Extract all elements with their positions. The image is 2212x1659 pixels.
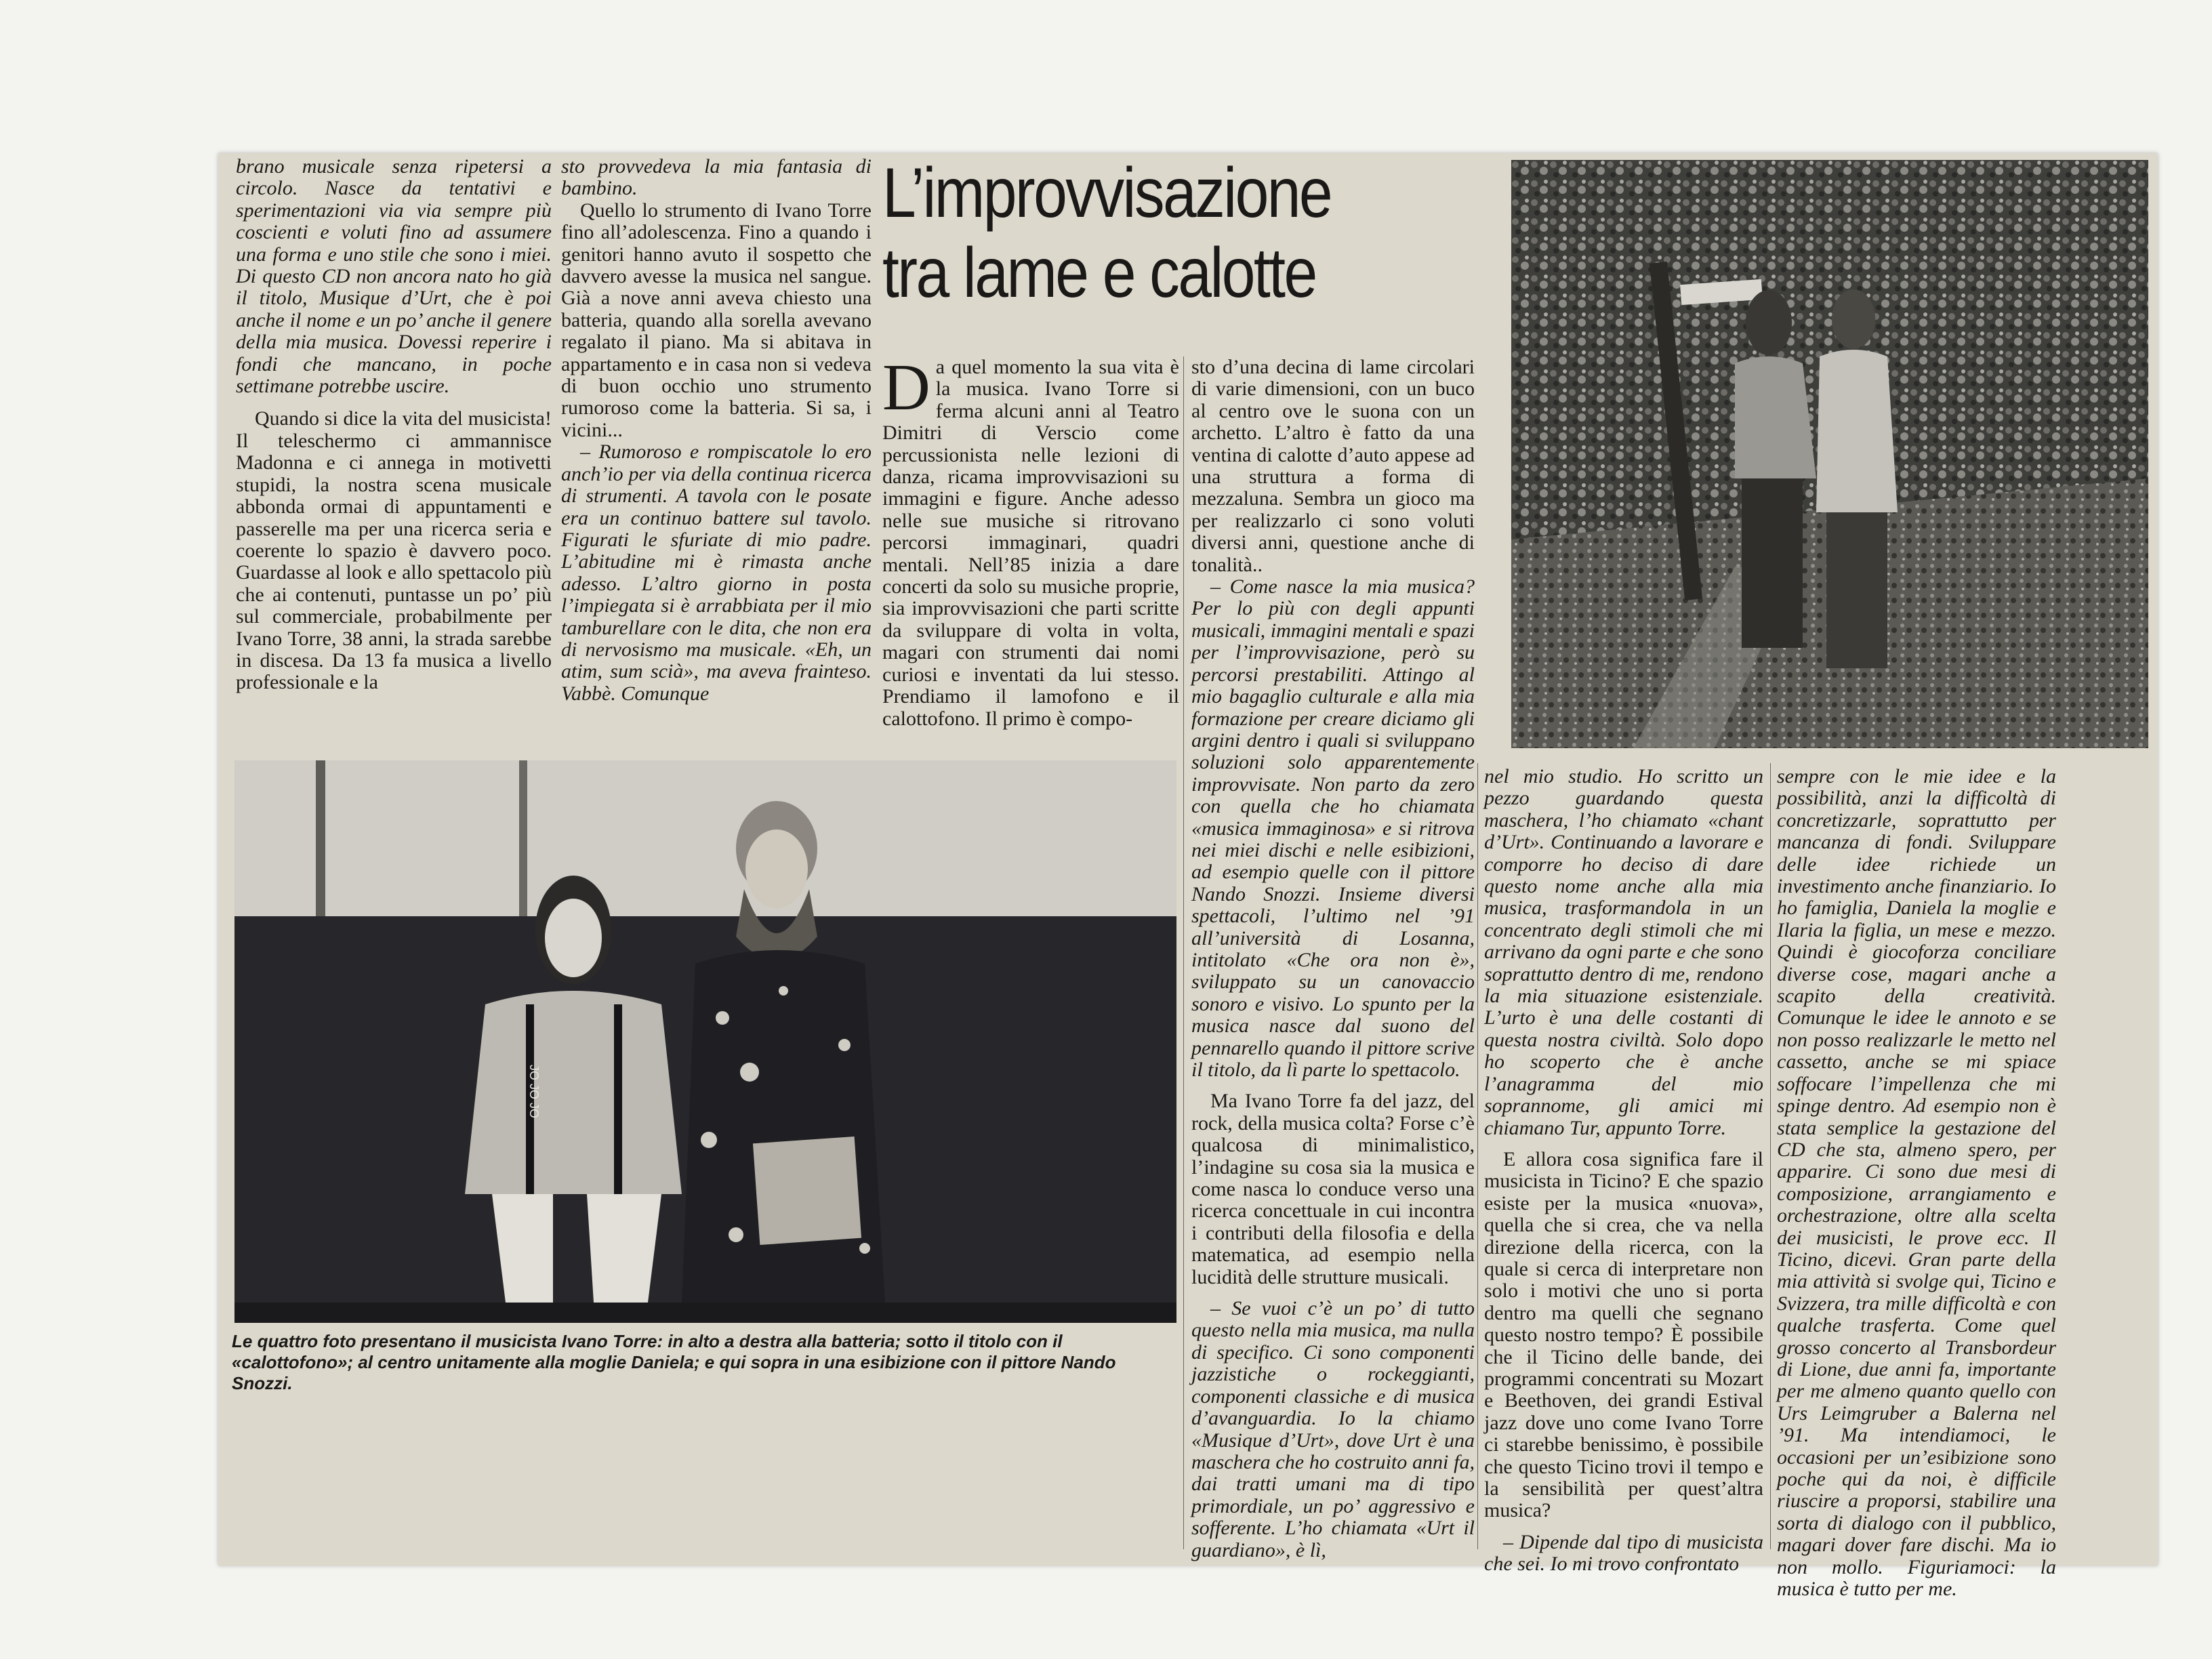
newspaper-clipping: [218, 153, 2158, 1601]
headline: [882, 153, 1401, 313]
paragraph: sempre con le mie idee e la possibilità, anzi la difficoltà di concretizzarle, soprattutto per mancanza di fondi. Sviluppare delle idee richiede un investimento anche finanziario. Io ho famiglia, Daniela la moglie e Ilaria la figlia, un mese e mezzo. Quindi è giocoforza conciliare diverse cose, magari anche a scapito della creatività. Comunque le idee le annoto e se non posso realizzarle le metto nel cassetto, anche se mi spiace soffocare l’impellenza che mi spinge dentro. Ad esempio non è stata semplice la gestazione del CD che sta, almeno spero, per apparire. Ci sono due mesi di composizione, arrangiamento e orchestrazione, oltre alla scelta dei musicisti, le prove ecc. Il Ticino, dicevi. Gran parte della mia attività si svolge qui, Ticino e Svizzera, tra mille difficoltà e con qualche trasferta. Come quel grosso concerto al Transbordeur di Lione, due anni fa, importante per me almeno quanto quello con Urs Leimgruber a Balerna nel ’91. Ma intendiamoci, le occasioni per un’esibizione sono poche qui da noi, è difficile riuscire a proporsi, stabilire una sorta di dialogo con il pubblico, magari dover fare dischi. Ma io non mollo. Figuriamoci: la musica è tutto per me.: [1777, 765, 2056, 1601]
article-column-5: [1484, 765, 1763, 1576]
article-column-2: [561, 156, 872, 745]
article-column-1: [236, 156, 552, 745]
paragraph: Quello lo strumento di Ivano Torre fino all’adolescenza. Fino a quando i genitori hanno avuto il sospetto che davvero avesse la musica nel sangue. Già a nove anni aveva chiesto una batteria, quando alla sorella avevano regalato il piano. Ma si abitava in appartamento e in casa non si vedeva di buon occhio uno strumento rumoroso come la batteria. Si sa, i vicini...: [561, 199, 872, 441]
paragraph: nel mio studio. Ho scritto un pezzo guardando questa maschera, l’ho chiamato «chant d’Urt». Continuando a lavorare e comporre ho deciso di dare questo nome anche alla mia musica, trasformandola in un concentrato degli stimoli che mi arrivano da ogni parte e che sono soprattutto dentro di me, rendono la mia situazione esistenziale. L’urto è una delle costanti di questa nostra civiltà. Solo dopo ho scoperto che è anche l’anagramma del mio soprannome, gli amici mi chiamano Tur, appunto Torre.: [1484, 765, 1763, 1139]
column-divider: [1183, 356, 1184, 1549]
paragraph: sto d’una decina di lame circolari di varie dimensioni, con un buco al centro ove le suona con un archetto. L’altro è fatto da una ventina di calotte d’auto appese ad una struttura a forma di mezzaluna. Sembra un gioco ma per realizzarlo ci sono voluti diversi anni, questione anche di tonalità..: [1191, 356, 1475, 576]
paragraph: E allora cosa significa fare il musicista in Ticino? E che spazio esiste per la musica «nuova», quella che si crea, che va nella direzione della ricerca, con la quale si cerca di interpretare non solo i motivi che uno si porta dentro ma quelli che segnano questo nostro tempo? È possibile che il Ticino delle bande, dei programmi concentrati su Mozart e Beethoven, dei grandi Estival jazz dove uno come Ivano Torre ci starebbe benissimo, è possibile che questo Ticino trovi il tempo e la sensibilità per quest’altra musica?: [1484, 1147, 1763, 1522]
photo-couple-in-woods: [1511, 160, 2148, 748]
paragraph: brano musicale senza ripetersi a circolo. Nasce da tentativi e sperimentazioni via via sempre più coscienti e voluti fino ad assumere una forma e uno stile che sono i miei. Di questo CD non ancora nato ho già il titolo, Musique d’Urt, che è poi anche il nome e un po’ anche il genere della mia musica. Dovessi reperire i fondi che mancano, in poche settimane potrebbe uscire.: [236, 155, 552, 398]
paragraph: – Rumoroso e rompiscatole lo ero anch’io per via della continua ricerca di strumenti. A tavola con le posate era un continuo battere sul tavolo. Figurati le sfuriate di mio padre. L’abitudine mi è rimasta anche adesso. L’altro giorno in posta l’impiegata si è arrabbiata per il mio tamburellare con le dita, che non era di nervosismo ma musicale. «Eh, un atim, sum scià», ma aveva frainteso. Vabbè. Comunque: [561, 441, 872, 705]
photo-musician-with-painter: [234, 760, 1176, 1323]
drop-cap: D: [882, 351, 930, 424]
paragraph-text: a quel momento la sua vita è la musica. Ivano Torre si ferma alcuni anni al Teatro Dimitri di Verscio come percussionista nelle lezioni di danza, ricama improvvisazioni su immagini e figure. Anche adesso nelle sue musiche si ritrovano percorsi immaginari, quadri mentali. Nell’85 inizia a dare concerti da solo su musiche proprie, sia improvvisazioni che parti scritte da sviluppare di volta in volta, magari con strumenti dai nomi curiosi e inventati da lui stesso. Prendiamo il lamofono e il calottofono. Il primo è compo-: [882, 356, 1179, 730]
column-divider: [1477, 763, 1478, 1549]
column-divider: [1770, 763, 1771, 1549]
paragraph: Quando si dice la vita del musicista! Il teleschermo ci ammannisce Madonna e ci annega in motivetti stupidi, la nostra scena musicale abbonda ormai di appuntamenti e passerelle ma per una ricerca seria e coerente lo spazio è davvero poco. Guardasse al look e allo spettacolo più che ai contenuti, puntasse un po’ più sul commerciale, probabilmente per Ivano Torre, 38 anni, la strada sarebbe in discesa. Da 13 fa musica a livello professionale e la: [236, 407, 552, 694]
suspender-text: JO JO JO: [527, 1065, 541, 1119]
paragraph: – Se vuoi c’è un po’ di tutto questo nella mia musica, ma nulla di specifico. Ci sono componenti jazzistiche o rockeggianti, componenti classiche e di musica d’avanguardia. Io la chiamo «Musique d’Urt», dove Urt è una maschera che ho costruito anni fa, dai tratti umani ma di tipo primordiale, un po’ aggressivo e sofferente. L’ho chiamata «Urt il guardiano», è lì,: [1191, 1297, 1475, 1561]
article-column-6: [1777, 765, 2056, 1601]
article-column-4: [1191, 356, 1475, 1561]
paragraph: – Come nasce la mia musica? Per lo più con degli appunti musicali, immagini mentali e spazi per l’improvvisazione, però su percorsi prestabiliti. Attingo al mio bagaglio culturale e alla mia formazione per creare diciamo gli argini dentro i quali si sviluppano soluzioni solo apparentemente improvvisate. Non parto da zero con quella che ho chiamata «musica immaginosa» e si ritrova nei miei dischi e nelle esibizioni, ad esempio quelle con il pittore Nando Snozzi. Insieme diversi spettacoli, l’ultimo nel ’91 all’università di Losanna, intitolato «Che ora non è», sviluppato su un canovaccio sonoro e visivo. Lo spunto per la musica nasce dal suono del pennarello quando il pittore scrive il titolo, da lì parte lo spettacolo.: [1191, 575, 1475, 1081]
article-column-3: [882, 351, 1179, 745]
paragraph: [882, 351, 1179, 730]
photo-caption: Le quattro foto presentano il musicista Ivano Torre: in alto a destra alla batteria; sotto il titolo con il «calottofono»; al centro unitamente alla moglie Daniela; e qui sopra in una esibizione con il pittore Nando Snozzi.: [232, 1331, 1116, 1393]
paragraph: Ma Ivano Torre fa del jazz, del rock, della musica colta? Forse c’è qualcosa di minimalistico, l’indagine su cosa sia la musica e come nasca lo conduce verso una ricerca concettuale in cui incontra i contributi della filosofia e della matematica, ad esempio nella lucidità delle strutture musicali.: [1191, 1090, 1475, 1288]
headline-line-2: tra lame e calotte: [882, 234, 1316, 312]
headline-line-1: L’improvvisazione: [882, 154, 1332, 232]
paragraph: sto provvedeva la mia fantasia di bambino.: [561, 155, 872, 200]
paragraph: – Dipende dal tipo di musicista che sei. Io mi trovo confrontato: [1484, 1530, 1763, 1576]
